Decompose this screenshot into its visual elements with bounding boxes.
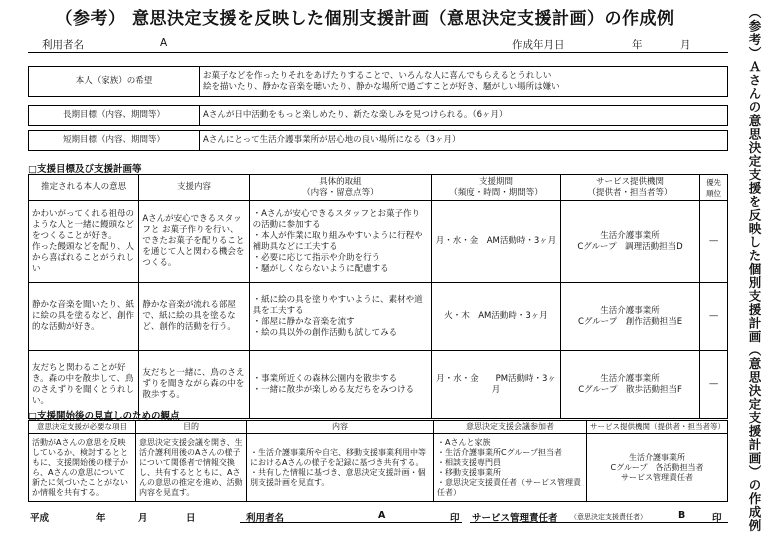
wish-line-2: 絵を描いたり、静かな音楽を聴いたり、静かな場所で過ごすことが好き、騒がしい場所は嫌い — [203, 81, 560, 92]
plan-support: Aさんが安心できるスタッフと お菓子作りを行い、できたお菓子を配りることを通じて人と関わる機会をつくる。 — [139, 201, 249, 283]
plan-provider: 生活介護事業所 Cグループ 散歩活動担当F — [560, 351, 699, 419]
plan-support: 友だちと一緒に、鳥のさえずりを聞きながら森の中を散歩する。 — [139, 351, 249, 419]
plan-actions: ・Aさんが安心できるスタッフとお菓子作りの活動に参加する ・本人が作業に取り組みやすいように行程や補助具などに工夫する ・必要に応じて指示や介助を行う ・騒がしくならないように配慮する — [249, 201, 431, 283]
footer-month: 月 — [138, 513, 148, 524]
short-goal-label: 短期目標（内容、期間等） — [29, 131, 200, 151]
footer-manager-line — [470, 522, 728, 523]
footer-manager-note: （意思決定支援責任者） — [570, 513, 647, 521]
review-header-participants: 意思決定支援会議参加者 — [434, 421, 587, 434]
plan-period: 月・水・金 PM活動時・3ヶ月 — [432, 351, 561, 419]
wish-value — [200, 67, 728, 97]
side-title: （参考）Ａさんの意思決定支援を反映した個別支援計画（意思決定支援計画）の作成例 — [747, 6, 762, 533]
review-item: 活動がAさんの意思を反映しているか、検討するとともに、支援開始後の様子から、Aさんの意思について新たに気づいたことがないか情報を共有する。 — [29, 434, 136, 502]
plan-header-will: 推定される本人の意思 — [29, 175, 139, 201]
plan-period: 火・木 AM活動時・3ヶ月 — [432, 283, 561, 351]
header-underline — [28, 52, 728, 53]
plan-will: 友だちと関わることが好き。森の中を散歩して、鳥のさえずりを聞くとうれしい。 — [29, 351, 139, 419]
wish-line-1: お菓子などを作ったりそれをあげたりすることで、いろんな人に喜んでもらえるとうれしい — [203, 70, 552, 81]
long-goal-label: 長期目標（内容、期間等） — [29, 106, 200, 126]
footer-era: 平成 — [30, 513, 50, 524]
review-header-item: 意思決定支援が必要な項目 — [29, 421, 136, 434]
created-date-label: 作成年月日 — [512, 39, 565, 51]
review-participants: ・Aさんと家族 ・生活介護事業所Cグループ担当者 ・相談支援専門員 ・移動支援事業所 ・意思決定支援責任者（サービス管理責任者） — [434, 434, 587, 502]
plan-priority: ― — [700, 351, 728, 419]
created-month: 月 — [680, 39, 691, 51]
review-purpose: 意思決定支援会議を開き、生活介護利用後のAさんの様子について関係者で情報交換し、共有するとともに、Aさんの意思の推定を進め、活動内容を見直す。 — [136, 434, 247, 502]
plan-support: 静かな音楽が流れる部屋で、紙に絵の具を塗るなど、創作的活動を行う。 — [139, 283, 249, 351]
footer-user-value: A — [378, 510, 386, 521]
plan-section-heading: □支援目標及び支援計画等 — [28, 164, 142, 175]
plan-header-provider: サービス提供機関 （提供者・担当者等） — [560, 175, 699, 201]
created-year: 年 — [632, 39, 643, 51]
plan-priority: ― — [700, 283, 728, 351]
signature-footer — [0, 510, 768, 526]
plan-row — [29, 283, 728, 351]
review-row — [29, 434, 728, 502]
user-name-value: A — [160, 37, 168, 49]
review-header-content: 内容 — [247, 421, 434, 434]
long-goal-value: Aさんが日中活動をもっと楽しめたり、新たな楽しみを見つけられる。（6ヶ月） — [200, 106, 728, 126]
plan-header-actions: 具体的取組 （内容・留意点等） — [249, 175, 431, 201]
review-section-heading: □支援開始後の見直しのための観点 — [28, 411, 180, 422]
plan-actions: ・紙に絵の具を塗りやすいように、素材や道具を工夫する ・部屋に静かな音楽を流す ・絵の具以外の創作活動も試してみる — [249, 283, 431, 351]
footer-user-label: 利用者名 — [246, 513, 285, 524]
plan-header-priority: 優先順位 — [700, 175, 728, 201]
plan-header-period: 支援期間 （頻度・時間・期間等） — [432, 175, 561, 201]
review-table — [28, 420, 728, 502]
wish-label: 本人（家族）の希望 — [29, 67, 200, 97]
review-content: ・生活介護事業所や自宅、移動支援事業利用中等におけるAさんの様子を記録に基づき共有する。 ・共有した情報に基づき、意思決定支援計画・個別支援計画を見直す。 — [247, 434, 434, 502]
wish-table — [28, 66, 728, 97]
plan-provider: 生活介護事業所 Cグループ 創作活動担当E — [560, 283, 699, 351]
plan-row — [29, 201, 728, 283]
short-goal-table — [28, 130, 728, 151]
page-title: （参考） 意思決定支援を反映した個別支援計画（意思決定支援計画）の作成例 — [55, 9, 675, 29]
review-header-provider: サービス提供機関（提供者・担当者等） — [587, 421, 728, 434]
short-goal-value: Aさんにとって生活介護事業所が居心地の良い場所になる（3ヶ月） — [200, 131, 728, 151]
plan-period: 月・水・金 AM活動時・3ヶ月 — [432, 201, 561, 283]
plan-provider: 生活介護事業所 Cグループ 調理活動担当D — [560, 201, 699, 283]
review-header-purpose: 目的 — [136, 421, 247, 434]
user-name-label: 利用者名 — [42, 39, 84, 51]
footer-manager-value: B — [678, 510, 686, 521]
plan-priority: ― — [700, 201, 728, 283]
footer-seal-2: 印 — [712, 513, 722, 524]
plan-actions: ・事業所近くの森林公園内を散歩する ・一緒に散歩が楽しめる友だちをみつける — [249, 351, 431, 419]
plan-table — [28, 174, 728, 419]
review-provider: 生活介護事業所 Cグループ 各活動担当者 サービス管理責任者 — [587, 434, 728, 502]
plan-will: かわいがってくれる祖母のような人と一緒に饅頭などをつくることが好き。 作った饅頭などを配り、人から喜ばれることがうれしい — [29, 201, 139, 283]
footer-seal-1: 印 — [450, 513, 460, 524]
footer-manager-label: サービス管理責任者 — [472, 513, 558, 524]
goals-table — [28, 105, 728, 126]
plan-header-support: 支援内容 — [139, 175, 249, 201]
footer-day: 日 — [186, 513, 196, 524]
footer-user-line — [240, 522, 462, 523]
plan-will: 静かな音楽を聞いたり、紙に絵の具を塗るなど、創作的な活動が好き。 — [29, 283, 139, 351]
footer-year: 年 — [96, 513, 106, 524]
